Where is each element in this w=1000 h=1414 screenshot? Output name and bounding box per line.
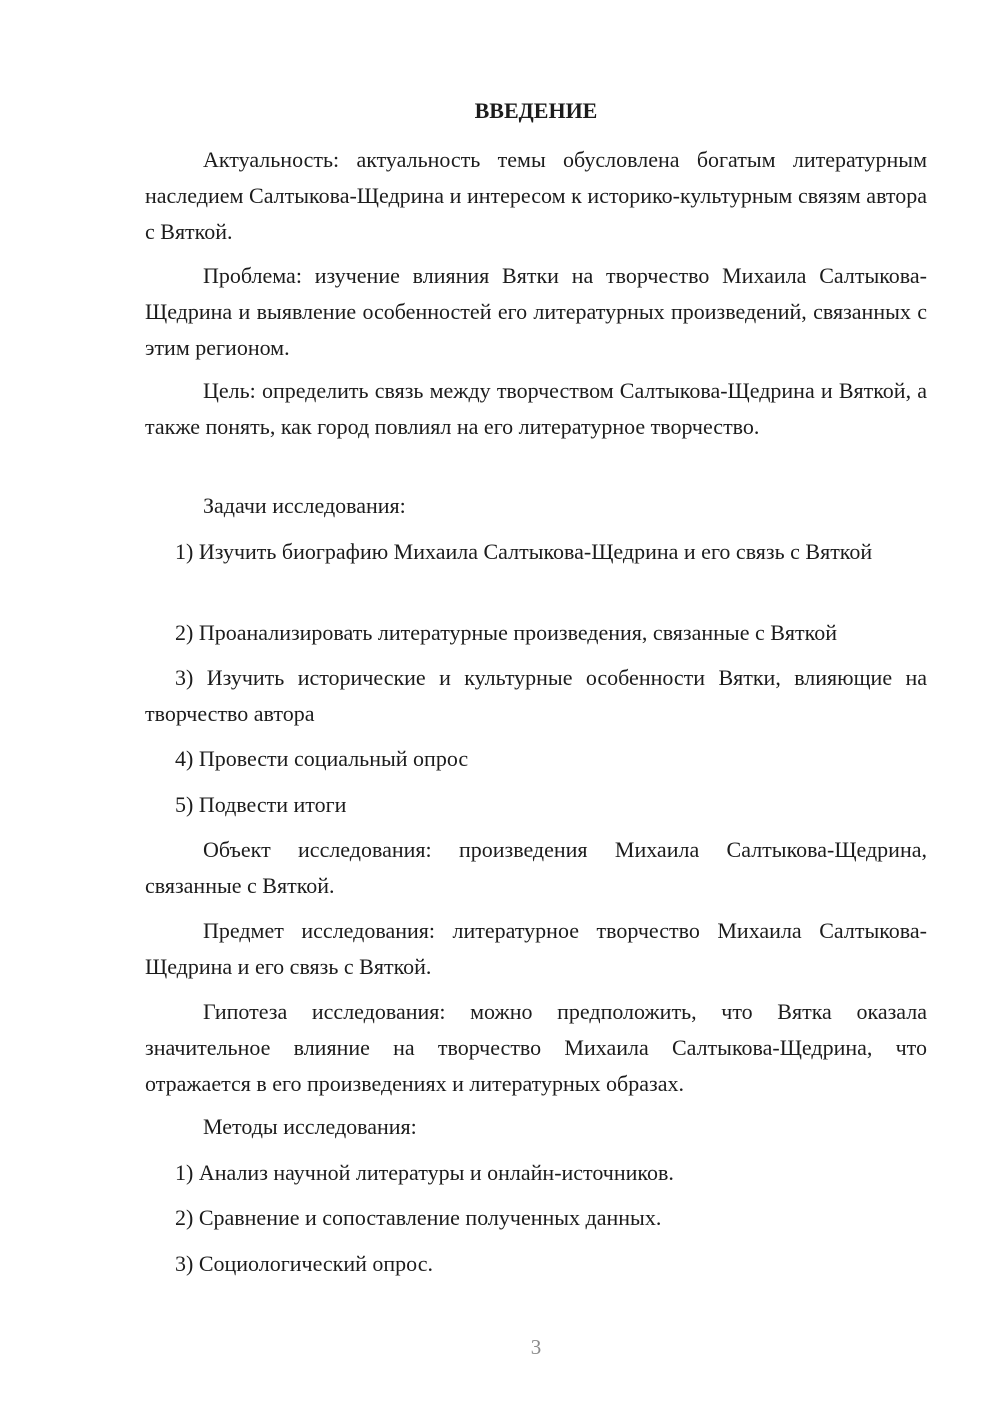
paragraph-subject: Предмет исследования: литературное творчество Михаила Салтыкова-Щедрина и его связь с Вяткой.: [145, 918, 927, 979]
list-item-method-3: 3) Социологический опрос.: [175, 1251, 433, 1276]
list-item-task-1: 1) Изучить биографию Михаила Салтыкова-Щедрина и его связь с Вяткой: [175, 539, 873, 564]
list-item-method-2: 2) Сравнение и сопоставление полученных данных.: [175, 1205, 662, 1230]
paragraph-relevance: Актуальность: актуальность темы обусловлена богатым литературным наследием Салтыкова-Щедрина и интересом к историко-культурным связям автора с Вяткой.: [145, 147, 927, 244]
list-item-task-5: 5) Подвести итоги: [175, 792, 347, 817]
paragraph-goal: Цель: определить связь между творчеством Салтыкова-Щедрина и Вяткой, а также понять, как город повлиял на его литературное творчество.: [145, 378, 927, 439]
page-title: ВВЕДЕНИЕ: [474, 98, 598, 123]
list-item-task-3: 3) Изучить исторические и культурные особенности Вятки, влияющие на творчество автора: [145, 665, 927, 726]
paragraph-methods-heading: Методы исследования:: [203, 1114, 417, 1139]
paragraph-hypothesis: Гипотеза исследования: можно предположить, что Вятка оказала значительное влияние на творчество Михаила Салтыкова-Щедрина, что отражается в его произведениях и литературных образах.: [145, 999, 927, 1096]
paragraph-object: Объект исследования: произведения Михаила Салтыкова-Щедрина, связанные с Вяткой.: [145, 837, 927, 898]
list-item-task-4: 4) Провести социальный опрос: [175, 746, 469, 771]
paragraph-problem: Проблема: изучение влияния Вятки на творчество Михаила Салтыкова-Щедрина и выявление особенностей его литературных произведений, связанных с этим регионом.: [145, 263, 927, 360]
page-number: 3: [530, 1335, 542, 1359]
paragraph-tasks-heading: Задачи исследования:: [203, 493, 406, 518]
list-item-method-1: 1) Анализ научной литературы и онлайн-источников.: [175, 1160, 674, 1185]
list-item-task-2: 2) Проанализировать литературные произведения, связанные с Вяткой: [175, 620, 837, 645]
